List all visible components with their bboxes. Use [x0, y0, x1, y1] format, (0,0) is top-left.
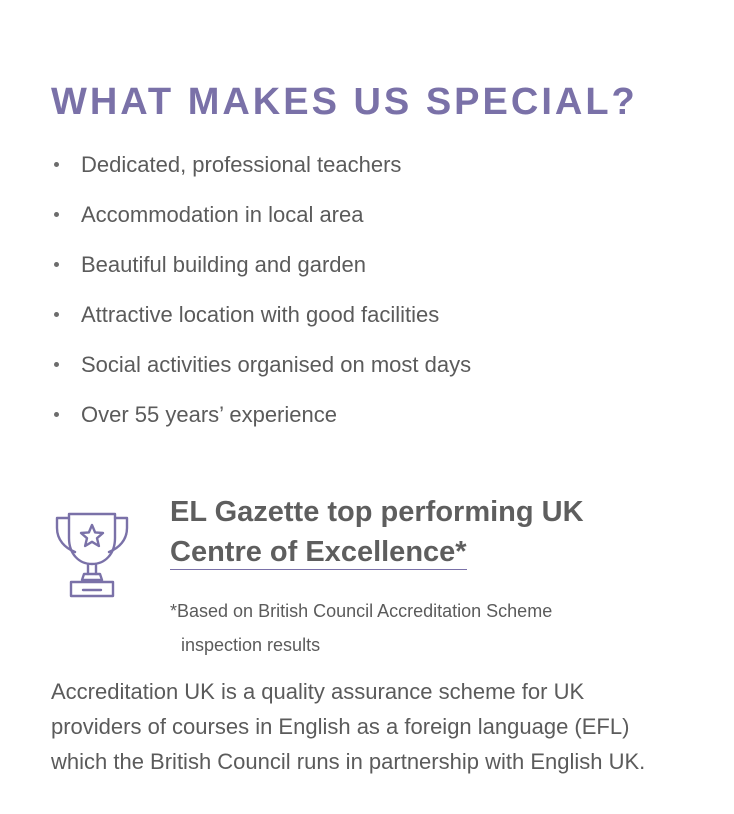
feature-item-teachers: Dedicated, professional teachers — [51, 140, 691, 190]
award-footnote-line-1: *Based on British Council Accreditation Scheme — [170, 601, 553, 621]
award-title — [170, 492, 690, 572]
page-title: WHAT MAKES US SPECIAL? — [51, 81, 638, 123]
feature-item-building: Beautiful building and garden — [51, 240, 691, 290]
award-footnote — [170, 594, 690, 662]
feature-item-social: Social activities organised on most days — [51, 340, 691, 390]
feature-item-experience: Over 55 years’ experience — [51, 390, 691, 440]
description-line-1: Accreditation UK is a quality assurance scheme for UK — [51, 679, 585, 704]
award-section — [51, 492, 691, 662]
award-title-line-1: EL Gazette top performing UK — [170, 496, 584, 528]
feature-item-location: Attractive location with good facilities — [51, 290, 691, 340]
centre-of-excellence-link[interactable]: Centre of Excellence* — [170, 536, 467, 568]
accreditation-description — [51, 674, 721, 779]
award-footnote-line-2: inspection results — [181, 635, 321, 655]
features-list — [51, 140, 691, 440]
feature-item-accommodation: Accommodation in local area — [51, 190, 691, 240]
award-text — [170, 492, 690, 662]
description-line-2: providers of courses in English as a foreign language (EFL) — [51, 714, 630, 739]
trophy-icon — [53, 508, 131, 598]
description-line-3: which the British Council runs in partnership with English UK. — [51, 749, 646, 774]
